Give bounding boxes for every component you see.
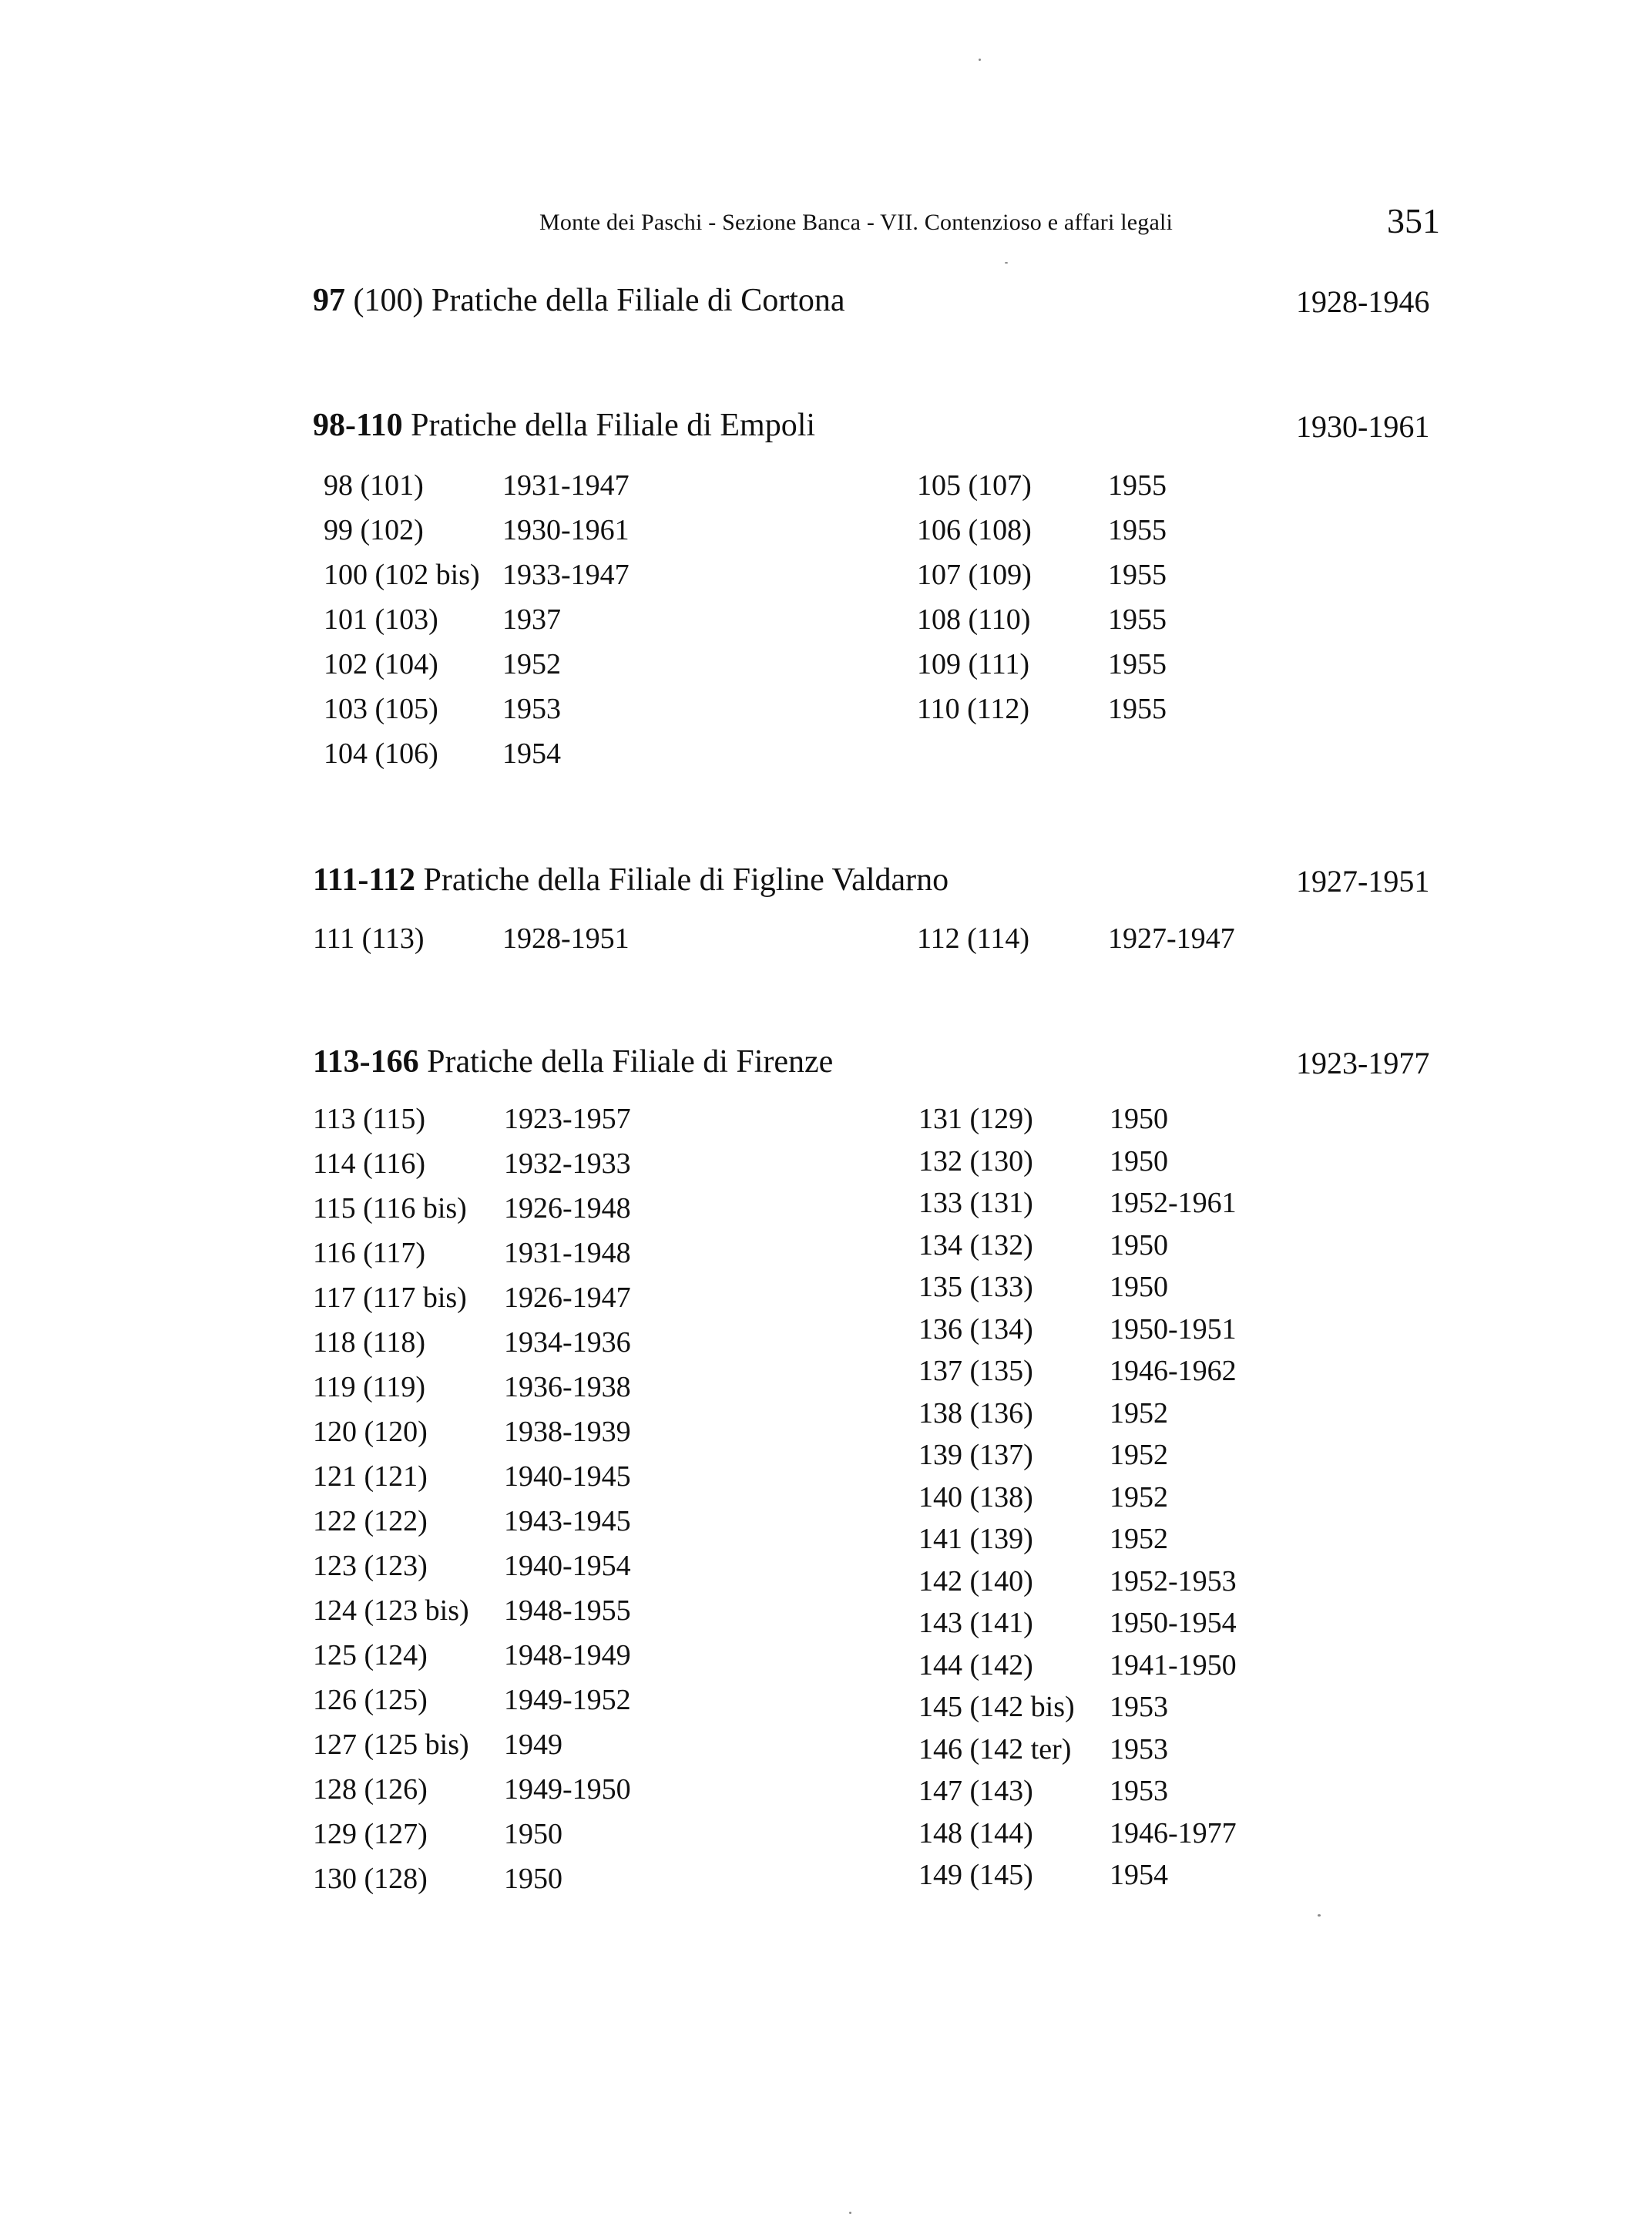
entry-row <box>917 469 1348 513</box>
entry-row <box>918 1270 1350 1312</box>
entry-years: 1950 <box>1110 1144 1168 1178</box>
entry-label: 112 (114) <box>917 922 1029 955</box>
entry-label: 113 (115) <box>313 1103 425 1135</box>
entry-years: 1952-1961 <box>1110 1187 1237 1219</box>
entry-row <box>313 1102 744 1147</box>
entry-label: 129 (127) <box>313 1818 428 1850</box>
entry-years: 1940-1945 <box>504 1460 631 1493</box>
entry-label: 99 (102) <box>324 514 424 546</box>
section-heading: Pratiche della Filiale di Figline Valdarno <box>423 862 949 898</box>
entry-row <box>313 1147 744 1191</box>
entry-label: 137 (135) <box>918 1355 1033 1387</box>
entry-row <box>918 1732 1350 1775</box>
entry-label: 107 (109) <box>917 559 1032 591</box>
entry-label: 103 (105) <box>324 693 438 725</box>
entries-right-firenze <box>918 1102 1350 1900</box>
entry-label: 101 (103) <box>324 603 438 636</box>
entry-label: 105 (107) <box>917 469 1032 502</box>
running-header: Monte dei Paschi - Sezione Banca - VII. Contenzioso e affari legali <box>539 210 1174 235</box>
entry-row <box>313 1862 744 1907</box>
entry-row <box>918 1228 1350 1271</box>
entry-row <box>918 1438 1350 1480</box>
entry-row <box>918 1774 1350 1816</box>
entry-row <box>313 1325 744 1370</box>
entry-years: 1933-1947 <box>502 559 630 591</box>
entry-row <box>918 1858 1350 1900</box>
entry-row <box>918 1690 1350 1732</box>
entry-label: 147 (143) <box>918 1775 1033 1807</box>
entry-label: 149 (145) <box>918 1859 1033 1891</box>
entry-row <box>918 1186 1350 1228</box>
entry-years: 1952 <box>1110 1523 1168 1555</box>
entry-label: 130 (128) <box>313 1863 428 1895</box>
entry-years: 1950-1954 <box>1110 1607 1237 1639</box>
entry-row <box>324 603 755 647</box>
section-heading: Pratiche della Filiale di Empoli <box>411 408 816 443</box>
entry-row <box>313 1594 744 1638</box>
entry-label: 132 (130) <box>918 1144 1033 1178</box>
entry-years: 1926-1948 <box>504 1192 631 1225</box>
section-title-empoli <box>313 407 815 444</box>
entry-row <box>917 513 1348 558</box>
entry-label: 142 (140) <box>918 1564 1033 1598</box>
entry-years: 1952 <box>1110 1439 1168 1471</box>
entry-row <box>313 1549 744 1594</box>
entry-row <box>324 513 755 558</box>
entry-label: 109 (111) <box>917 648 1029 680</box>
entry-years: 1948-1949 <box>504 1639 631 1671</box>
entries-left-empoli <box>324 469 755 781</box>
entry-label: 119 (119) <box>313 1371 425 1403</box>
section-title-firenze <box>313 1043 833 1080</box>
entry-label: 117 (117 bis) <box>313 1282 467 1314</box>
entry-row <box>917 922 1348 966</box>
entry-years: 1930-1961 <box>502 514 630 546</box>
entry-years: 1949-1952 <box>504 1684 631 1716</box>
entry-years: 1927-1947 <box>1108 922 1235 955</box>
entry-row <box>917 558 1348 603</box>
entry-label: 128 (126) <box>313 1773 428 1806</box>
entry-label: 116 (117) <box>313 1237 425 1269</box>
entry-row <box>917 692 1348 737</box>
entry-years: 1948-1955 <box>504 1594 631 1627</box>
entry-label: 126 (125) <box>313 1684 428 1716</box>
section-alt-number: (100) <box>353 283 424 318</box>
entry-label: 140 (138) <box>918 1480 1033 1514</box>
entry-row <box>918 1144 1350 1187</box>
entry-years: 1954 <box>1110 1859 1168 1891</box>
entry-row <box>918 1606 1350 1648</box>
entry-years: 1950 <box>504 1818 562 1850</box>
entry-label: 106 (108) <box>917 514 1032 546</box>
entry-label: 122 (122) <box>313 1505 428 1537</box>
entry-row <box>324 558 755 603</box>
entry-row <box>313 1504 744 1549</box>
entry-years: 1952-1953 <box>1110 1564 1237 1598</box>
entry-row <box>918 1564 1350 1607</box>
section-number: 113-166 <box>313 1044 419 1080</box>
entry-years: 1953 <box>1110 1775 1168 1807</box>
entries-right-empoli <box>917 469 1348 737</box>
entry-label: 98 (101) <box>324 469 424 502</box>
entry-label: 124 (123 bis) <box>313 1594 469 1627</box>
entry-years: 1932-1933 <box>504 1147 631 1180</box>
entry-years: 1955 <box>1108 648 1167 680</box>
entry-years: 1952 <box>1110 1480 1168 1514</box>
entry-row <box>313 1728 744 1772</box>
entry-years: 1955 <box>1108 603 1167 636</box>
entry-row <box>324 737 755 781</box>
entry-years: 1949 <box>504 1729 562 1761</box>
entry-years: 1950 <box>1110 1228 1168 1262</box>
entry-label: 131 (129) <box>918 1103 1033 1135</box>
entry-years: 1953 <box>1110 1732 1168 1765</box>
entry-years: 1946-1962 <box>1110 1355 1237 1387</box>
entry-years: 1934-1936 <box>504 1326 631 1359</box>
entry-row <box>313 1415 744 1460</box>
section-title-cortona <box>313 282 845 319</box>
entry-label: 134 (132) <box>918 1228 1033 1262</box>
section-range-figline: 1927-1951 <box>1296 864 1430 899</box>
entry-years: 1955 <box>1108 469 1167 502</box>
entry-years: 1928-1951 <box>502 922 630 955</box>
entry-label: 148 (144) <box>918 1816 1033 1849</box>
entry-label: 143 (141) <box>918 1607 1033 1639</box>
entry-years: 1950-1951 <box>1110 1312 1237 1346</box>
entry-label: 121 (121) <box>313 1460 428 1493</box>
scan-speck <box>979 59 981 61</box>
section-number: 97 <box>313 283 345 318</box>
section-range-cortona: 1928-1946 <box>1296 284 1430 319</box>
entry-label: 135 (133) <box>918 1271 1033 1303</box>
entry-years: 1936-1938 <box>504 1371 631 1403</box>
entry-label: 102 (104) <box>324 648 438 680</box>
entry-years: 1950 <box>504 1863 562 1895</box>
entry-years: 1931-1947 <box>502 469 630 502</box>
entry-row <box>918 1522 1350 1564</box>
scan-speck <box>1318 1914 1321 1917</box>
entry-label: 111 (113) <box>313 922 425 955</box>
entry-years: 1946-1977 <box>1110 1816 1237 1849</box>
entry-years: 1943-1945 <box>504 1505 631 1537</box>
entry-label: 144 (142) <box>918 1648 1033 1681</box>
entry-label: 145 (142 bis) <box>918 1691 1075 1723</box>
entry-row <box>918 1816 1350 1859</box>
entry-years: 1938-1939 <box>504 1416 631 1448</box>
entry-label: 115 (116 bis) <box>313 1192 467 1225</box>
entry-label: 125 (124) <box>313 1639 428 1671</box>
entry-label: 138 (136) <box>918 1396 1033 1430</box>
entry-label: 146 (142 ter) <box>918 1732 1072 1765</box>
entry-row <box>918 1648 1350 1691</box>
entry-years: 1952 <box>502 648 561 680</box>
entry-years: 1937 <box>502 603 561 636</box>
section-number: 111-112 <box>313 862 416 898</box>
entries-right-figline <box>917 922 1348 966</box>
entry-label: 100 (102 bis) <box>324 559 480 591</box>
entries-left-figline <box>313 922 744 966</box>
entry-label: 110 (112) <box>917 693 1029 725</box>
page-number: 351 <box>1387 201 1440 240</box>
entry-label: 123 (123) <box>313 1550 428 1582</box>
entry-years: 1955 <box>1108 693 1167 725</box>
entry-label: 118 (118) <box>313 1326 425 1359</box>
entry-row <box>313 1281 744 1325</box>
entry-years: 1955 <box>1108 559 1167 591</box>
entry-label: 133 (131) <box>918 1187 1033 1219</box>
entry-label: 120 (120) <box>313 1416 428 1448</box>
entry-years: 1953 <box>502 693 561 725</box>
entry-years: 1953 <box>1110 1691 1168 1723</box>
entry-row <box>917 603 1348 647</box>
entry-years: 1955 <box>1108 514 1167 546</box>
entry-years: 1950 <box>1110 1271 1168 1303</box>
entry-row <box>324 692 755 737</box>
entry-label: 114 (116) <box>313 1147 425 1180</box>
section-heading: Pratiche della Filiale di Firenze <box>427 1044 834 1080</box>
entry-years: 1954 <box>502 737 561 770</box>
entry-row <box>313 1638 744 1683</box>
section-range-firenze: 1923-1977 <box>1296 1046 1430 1080</box>
entry-label: 127 (125 bis) <box>313 1729 469 1761</box>
entry-years: 1950 <box>1110 1103 1168 1135</box>
section-heading: Pratiche della Filiale di Cortona <box>431 283 845 318</box>
entry-row <box>313 1460 744 1504</box>
entry-label: 139 (137) <box>918 1439 1033 1471</box>
section-title-figline <box>313 862 949 899</box>
entry-row <box>324 647 755 692</box>
entry-row <box>313 1817 744 1862</box>
entry-row <box>918 1312 1350 1355</box>
entry-row <box>918 1480 1350 1523</box>
entry-years: 1949-1950 <box>504 1773 631 1806</box>
entry-years: 1923-1957 <box>504 1103 631 1135</box>
entries-left-firenze <box>313 1102 744 1907</box>
entry-label: 141 (139) <box>918 1523 1033 1555</box>
entry-row <box>313 1236 744 1281</box>
entry-years: 1926-1947 <box>504 1282 631 1314</box>
entry-row <box>918 1396 1350 1439</box>
entry-row <box>918 1102 1350 1144</box>
entry-label: 136 (134) <box>918 1312 1033 1346</box>
entry-row <box>918 1354 1350 1396</box>
entry-label: 104 (106) <box>324 737 438 770</box>
entry-label: 108 (110) <box>917 603 1031 636</box>
entry-row <box>313 1683 744 1728</box>
entry-row <box>313 922 744 966</box>
entry-years: 1952 <box>1110 1396 1168 1430</box>
entry-row <box>313 1191 744 1236</box>
entry-row <box>313 1370 744 1415</box>
scan-speck <box>1005 262 1008 264</box>
section-range-empoli: 1930-1961 <box>1296 409 1430 444</box>
entry-years: 1940-1954 <box>504 1550 631 1582</box>
entry-row <box>313 1772 744 1817</box>
section-number: 98-110 <box>313 408 403 443</box>
entry-years: 1931-1948 <box>504 1237 631 1269</box>
entry-row <box>917 647 1348 692</box>
entry-row <box>324 469 755 513</box>
entry-years: 1941-1950 <box>1110 1648 1237 1681</box>
